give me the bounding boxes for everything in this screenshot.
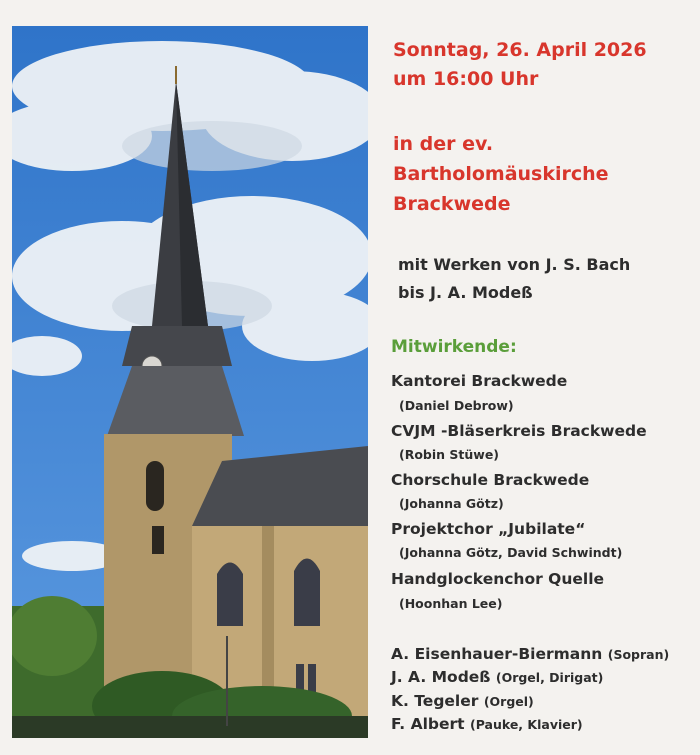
- soloist: [391, 714, 583, 735]
- church-photo: [12, 26, 368, 738]
- ensemble-lead: (Johanna Götz, David Schwindt): [399, 545, 623, 560]
- soloist-name: J. A. Modeß: [391, 668, 491, 686]
- ensemble-name: Handglockenchor Quelle: [391, 570, 605, 588]
- event-date: Sonntag, 26. April 2026: [393, 39, 647, 61]
- soloist-role: (Pauke, Klavier): [469, 717, 583, 732]
- event-info: [385, 0, 700, 755]
- soloist-name: A. Eisenhauer-Biermann: [391, 645, 603, 663]
- ensemble-lead: (Daniel Debrow): [399, 398, 514, 413]
- soloist: [391, 691, 534, 712]
- soloist-role: (Sopran): [607, 647, 670, 662]
- soloist-role: (Orgel): [483, 694, 534, 709]
- works-line-1: mit Werken von J. S. Bach: [398, 255, 631, 274]
- works-line-2: bis J. A. Modeß: [398, 283, 533, 302]
- venue-line-2: Bartholomäuskirche: [393, 163, 609, 185]
- soloist-name: K. Tegeler: [391, 692, 479, 710]
- soloist: [391, 667, 603, 688]
- soloist: [391, 644, 669, 665]
- venue-line-1: in der ev.: [393, 133, 494, 155]
- ensemble-name: Kantorei Brackwede: [391, 372, 568, 390]
- ensemble-name: CVJM -Bläserkreis Brackwede: [391, 422, 647, 440]
- ensemble-name: Projektchor „Jubilate“: [391, 520, 586, 538]
- participants-heading: Mitwirkende:: [391, 337, 517, 357]
- ensemble-lead: (Robin Stüwe): [399, 447, 500, 462]
- ensemble-name: Chorschule Brackwede: [391, 471, 590, 489]
- venue-line-3: Brackwede: [393, 193, 511, 215]
- ensemble-lead: (Johanna Götz): [399, 496, 504, 511]
- ensemble-lead: (Hoonhan Lee): [399, 596, 503, 611]
- soloist-role: (Orgel, Dirigat): [495, 670, 604, 685]
- soloist-name: F. Albert: [391, 715, 465, 733]
- event-time: um 16:00 Uhr: [393, 68, 539, 90]
